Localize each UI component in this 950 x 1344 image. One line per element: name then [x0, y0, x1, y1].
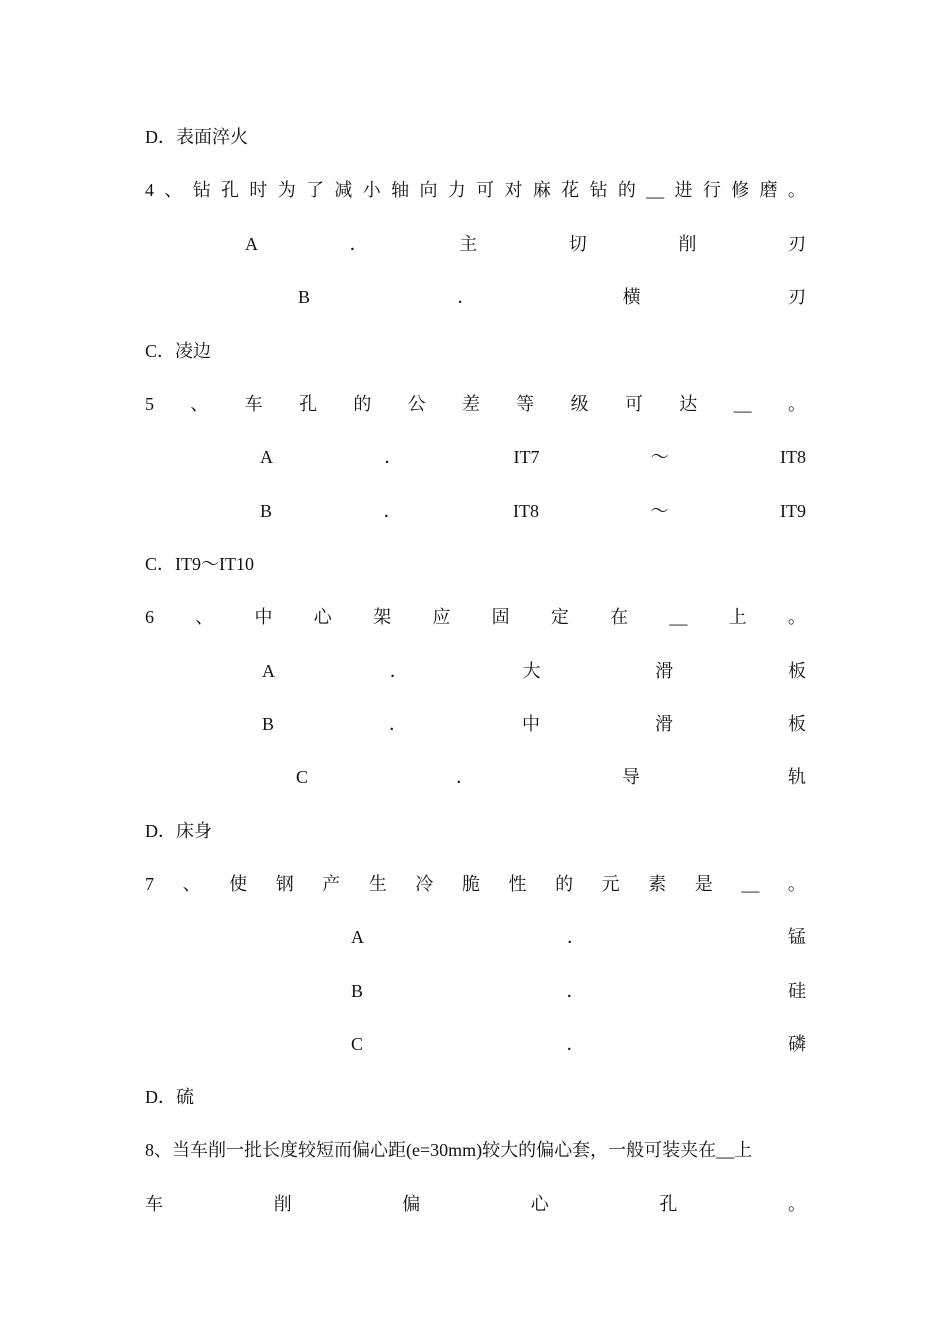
option-b-line: [351, 976, 806, 1006]
line-token: B: [351, 981, 364, 1001]
line-token: 钻: [589, 180, 608, 200]
line-token: 钢: [275, 874, 294, 894]
line-token: 、: [195, 607, 214, 627]
line-token: ～: [650, 447, 669, 467]
line-token: 力: [447, 180, 466, 200]
line-token: 元: [601, 874, 620, 894]
line-token: 。: [787, 874, 806, 894]
line-token: B: [260, 501, 273, 521]
line-token: 孔: [221, 180, 240, 200]
line-token: 减: [334, 180, 353, 200]
line-token: ．: [389, 714, 407, 734]
line-token: 轨: [787, 767, 806, 787]
line-token: 削: [678, 234, 697, 254]
option-b-line: [298, 282, 806, 312]
line-token: 的: [555, 874, 574, 894]
line-token: ．: [349, 234, 368, 254]
line-token: 刃: [788, 287, 806, 307]
line-token: 达: [679, 394, 698, 414]
line-token: C: [351, 1034, 364, 1054]
line-token: 4: [145, 180, 154, 200]
line-token: 磨: [759, 180, 778, 200]
question-8-line: 8、当车削一批长度较短而偏心距(e=30mm)较大的偏心套，一般可装夹在__上: [145, 1140, 753, 1160]
line-token: 。: [787, 1194, 806, 1214]
line-token: 切: [568, 234, 587, 254]
line-token: ．: [567, 927, 585, 947]
question-6-line: [145, 602, 806, 632]
line-token: 锰: [788, 927, 806, 947]
line-token: 应: [432, 607, 451, 627]
line-token: 轴: [391, 180, 410, 200]
option-c-line: C．凌边: [145, 341, 212, 361]
line-token: A: [262, 661, 275, 681]
line-token: A: [245, 234, 258, 254]
line-token: ．: [456, 767, 474, 787]
line-token: 。: [787, 180, 806, 200]
line-token: 。: [787, 394, 806, 414]
line-token: 为: [277, 180, 296, 200]
line-token: 车: [145, 1194, 163, 1214]
line-token: 孔: [659, 1194, 678, 1214]
line-token: 滑: [655, 661, 674, 681]
option-d-line: D．表面淬火: [145, 127, 248, 147]
line-token: 了: [306, 180, 325, 200]
line-token: 固: [491, 607, 510, 627]
line-token: 、: [182, 874, 201, 894]
line-token: __: [669, 607, 688, 627]
line-token: 的: [617, 180, 636, 200]
line-token: A: [260, 447, 273, 467]
line-token: ．: [384, 447, 403, 467]
option-a-line: [262, 656, 806, 686]
line-token: 使: [229, 874, 248, 894]
line-token: __: [733, 394, 752, 414]
line-token: 滑: [654, 714, 673, 734]
line-token: 心: [313, 607, 332, 627]
line-token: B: [262, 714, 275, 734]
line-token: 板: [787, 714, 806, 734]
option-c-line: C．IT9～IT10: [145, 554, 254, 574]
line-token: ．: [389, 661, 408, 681]
line-token: ．: [383, 501, 402, 521]
line-token: __: [741, 874, 760, 894]
line-token: 钻: [192, 180, 211, 200]
option-b-line: [262, 709, 806, 739]
line-token: 公: [407, 394, 426, 414]
line-token: 上: [728, 607, 747, 627]
line-token: 修: [731, 180, 750, 200]
line-token: 刃: [787, 234, 806, 254]
line-token: 、: [190, 394, 209, 414]
line-token: 麻: [532, 180, 551, 200]
line-token: 偏: [402, 1194, 421, 1214]
line-token: 硅: [787, 981, 806, 1001]
option-d-line: D．床身: [145, 821, 212, 841]
line-token: 产: [322, 874, 341, 894]
line-token: IT8: [512, 501, 539, 521]
line-token: __: [646, 180, 665, 200]
line-token: 脆: [461, 874, 480, 894]
question-7-line: [145, 869, 806, 899]
line-token: 大: [522, 661, 541, 681]
line-token: 素: [648, 874, 667, 894]
line-token: 心: [530, 1194, 549, 1214]
line-token: 是: [694, 874, 713, 894]
line-token: IT7: [513, 447, 540, 467]
line-token: A: [351, 927, 364, 947]
line-token: 在: [610, 607, 629, 627]
line-token: 、: [164, 180, 183, 200]
line-token: 板: [788, 661, 806, 681]
line-token: ．: [566, 981, 585, 1001]
line-token: 可: [476, 180, 495, 200]
line-token: 小: [362, 180, 381, 200]
line-token: 架: [373, 607, 392, 627]
line-token: B: [298, 287, 311, 307]
question-8-continuation-line: [145, 1189, 806, 1219]
line-token: 行: [702, 180, 721, 200]
option-a-line: [351, 922, 806, 952]
line-token: 中: [521, 714, 540, 734]
option-a-line: [245, 229, 806, 259]
line-token: 中: [254, 607, 273, 627]
line-token: IT9: [779, 501, 806, 521]
line-token: C: [296, 767, 309, 787]
line-token: 生: [368, 874, 387, 894]
line-token: 对: [504, 180, 523, 200]
line-token: 孔: [298, 394, 317, 414]
line-token: ．: [457, 287, 476, 307]
line-token: 级: [570, 394, 589, 414]
line-token: ．: [566, 1034, 585, 1054]
question-5-line: [145, 389, 806, 419]
line-token: 等: [516, 394, 535, 414]
line-token: 导: [621, 767, 640, 787]
question-4-line: [145, 175, 806, 205]
line-token: 定: [550, 607, 569, 627]
line-token: 冷: [415, 874, 434, 894]
line-token: 。: [787, 607, 806, 627]
line-token: 差: [461, 394, 480, 414]
line-token: 时: [249, 180, 268, 200]
line-token: 性: [508, 874, 527, 894]
line-token: 削: [273, 1194, 292, 1214]
line-token: 7: [145, 874, 154, 894]
line-token: 进: [674, 180, 693, 200]
line-token: 花: [561, 180, 580, 200]
option-b-line: [260, 496, 806, 526]
line-token: 5: [145, 394, 154, 414]
line-token: 的: [353, 394, 372, 414]
option-a-line: [260, 442, 806, 472]
option-d-line: D．硫: [145, 1087, 194, 1107]
line-token: 6: [145, 607, 154, 627]
line-token: 主: [459, 234, 478, 254]
option-c-line: [351, 1029, 806, 1059]
line-token: IT8: [780, 447, 806, 467]
line-token: ～: [650, 501, 669, 521]
line-token: 横: [622, 287, 641, 307]
line-token: 车: [244, 394, 263, 414]
line-token: 磷: [787, 1034, 806, 1054]
option-c-line: [296, 762, 806, 792]
line-token: 可: [624, 394, 643, 414]
line-token: 向: [419, 180, 438, 200]
